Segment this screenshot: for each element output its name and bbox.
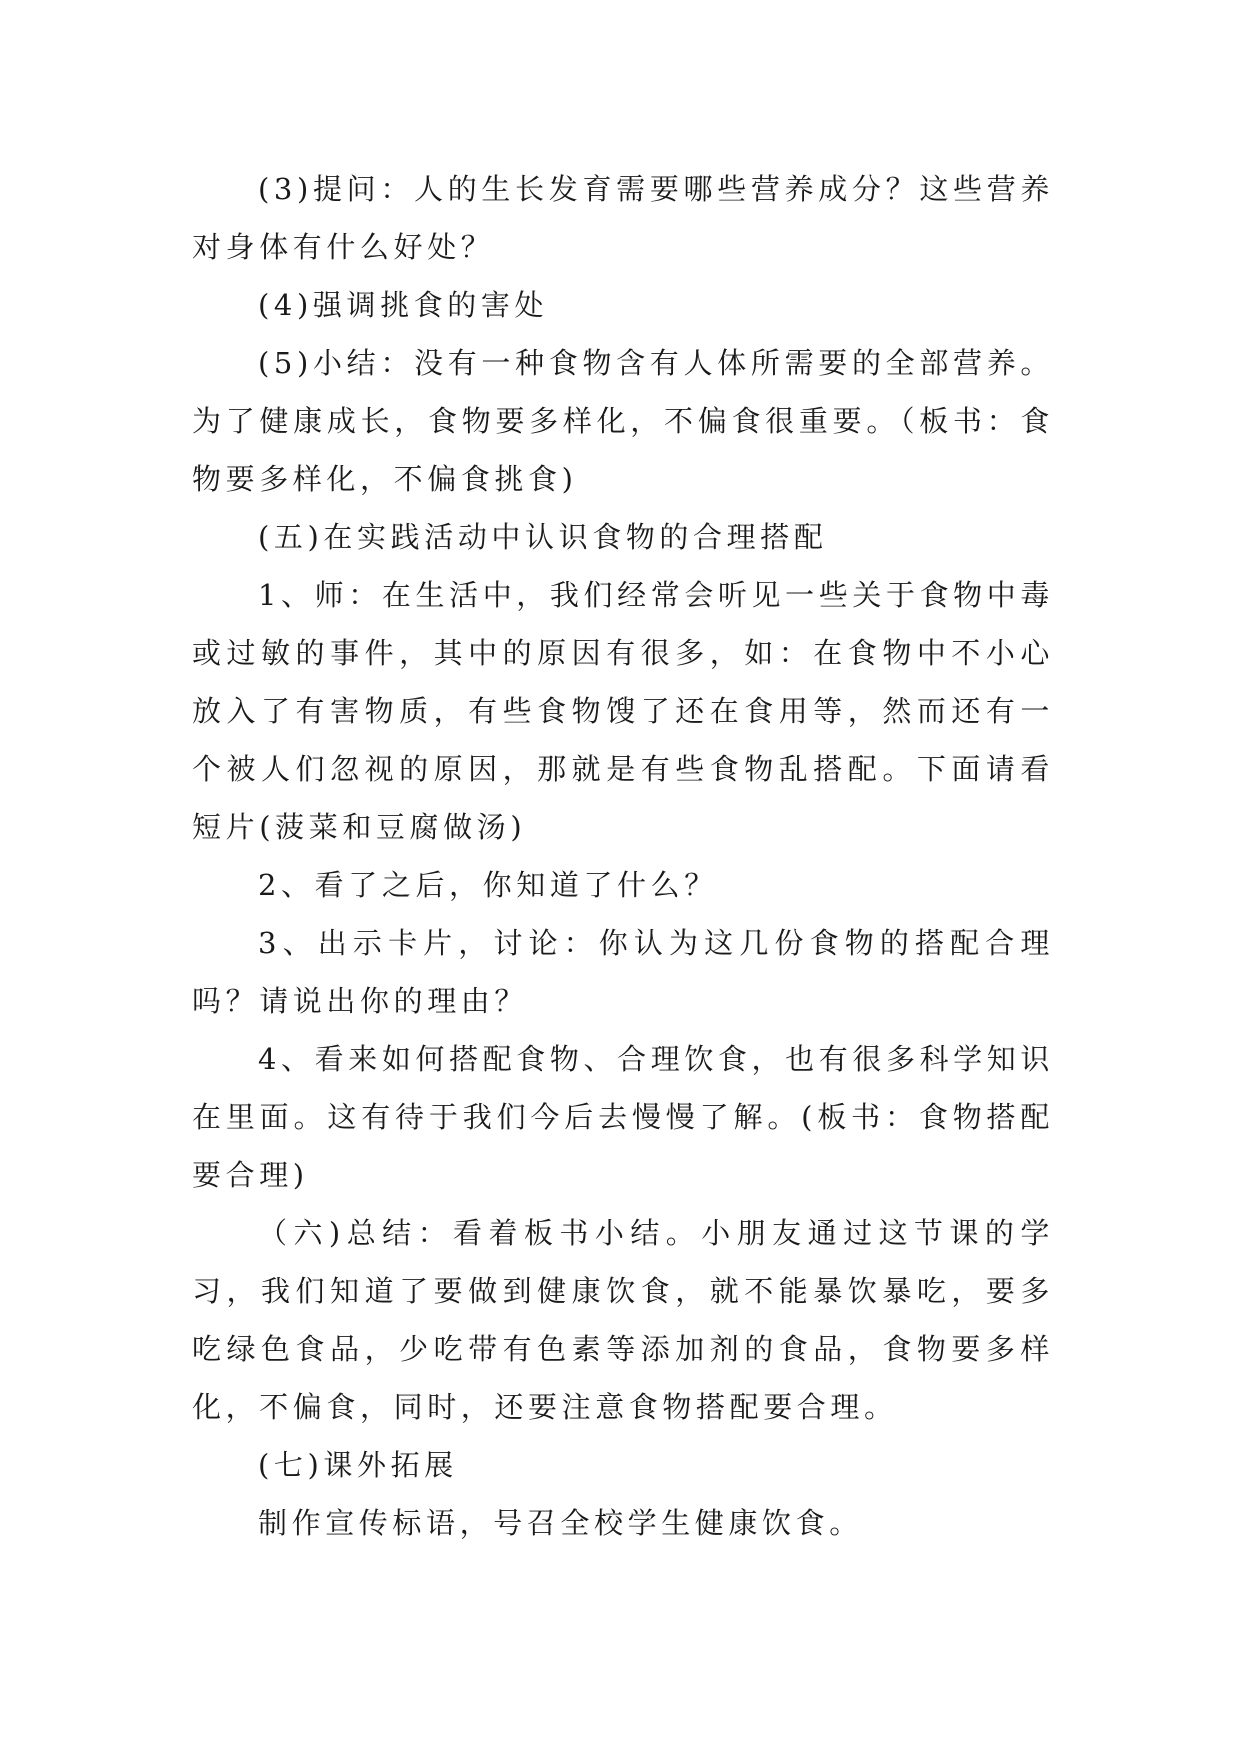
section-heading-six-summary: （六)总结：看着板书小结。小朋友通过这节课的学习，我们知道了要做到健康饮食，就不能暴饮暴吃，要多吃绿色食品，少吃带有色素等添加剂的食品，食物要多样化，不偏食，同时，还要注意食物搭配要合理。 (192, 1216, 1054, 1424)
paragraph-food-pairing-science: 4、看来如何搭配食物、合理饮食，也有很多科学知识在里面。这有待于我们今后去慢慢了解。(板书：食物搭配要合理) (192, 1042, 1054, 1192)
paragraph-after-watching: 2、看了之后，你知道了什么？ (258, 868, 718, 902)
section-heading-five: (五)在实践活动中认识食物的合理搭配 (258, 520, 828, 554)
paragraph-summary-diversity: (5)小结：没有一种食物含有人体所需要的全部营养。为了健康成长，食物要多样化，不偏食很重要。（板书：食物要多样化，不偏食挑食) (192, 346, 1054, 496)
paragraph-question-nutrition: (3)提问：人的生长发育需要哪些营养成分？这些营养对身体有什么好处？ (192, 172, 1054, 264)
paragraph-slogan-task: 制作宣传标语，号召全校学生健康饮食。 (258, 1506, 863, 1540)
paragraph-show-cards: 3、出示卡片，讨论：你认为这几份食物的搭配合理吗？请说出你的理由？ (192, 926, 1054, 1018)
document-body (192, 160, 1054, 1552)
paragraph-picky-eating-harm: (4)强调挑食的害处 (258, 288, 549, 322)
section-heading-seven: (七)课外拓展 (258, 1448, 458, 1482)
paragraph-teacher-food-poisoning: 1、师：在生活中，我们经常会听见一些关于食物中毒或过敏的事件，其中的原因有很多，如：在食物中不小心放入了有害物质，有些食物馊了还在食用等，然而还有一个被人们忽视的原因，那就是有些食物乱搭配。下面请看短片(菠菜和豆腐做汤) (192, 578, 1054, 844)
